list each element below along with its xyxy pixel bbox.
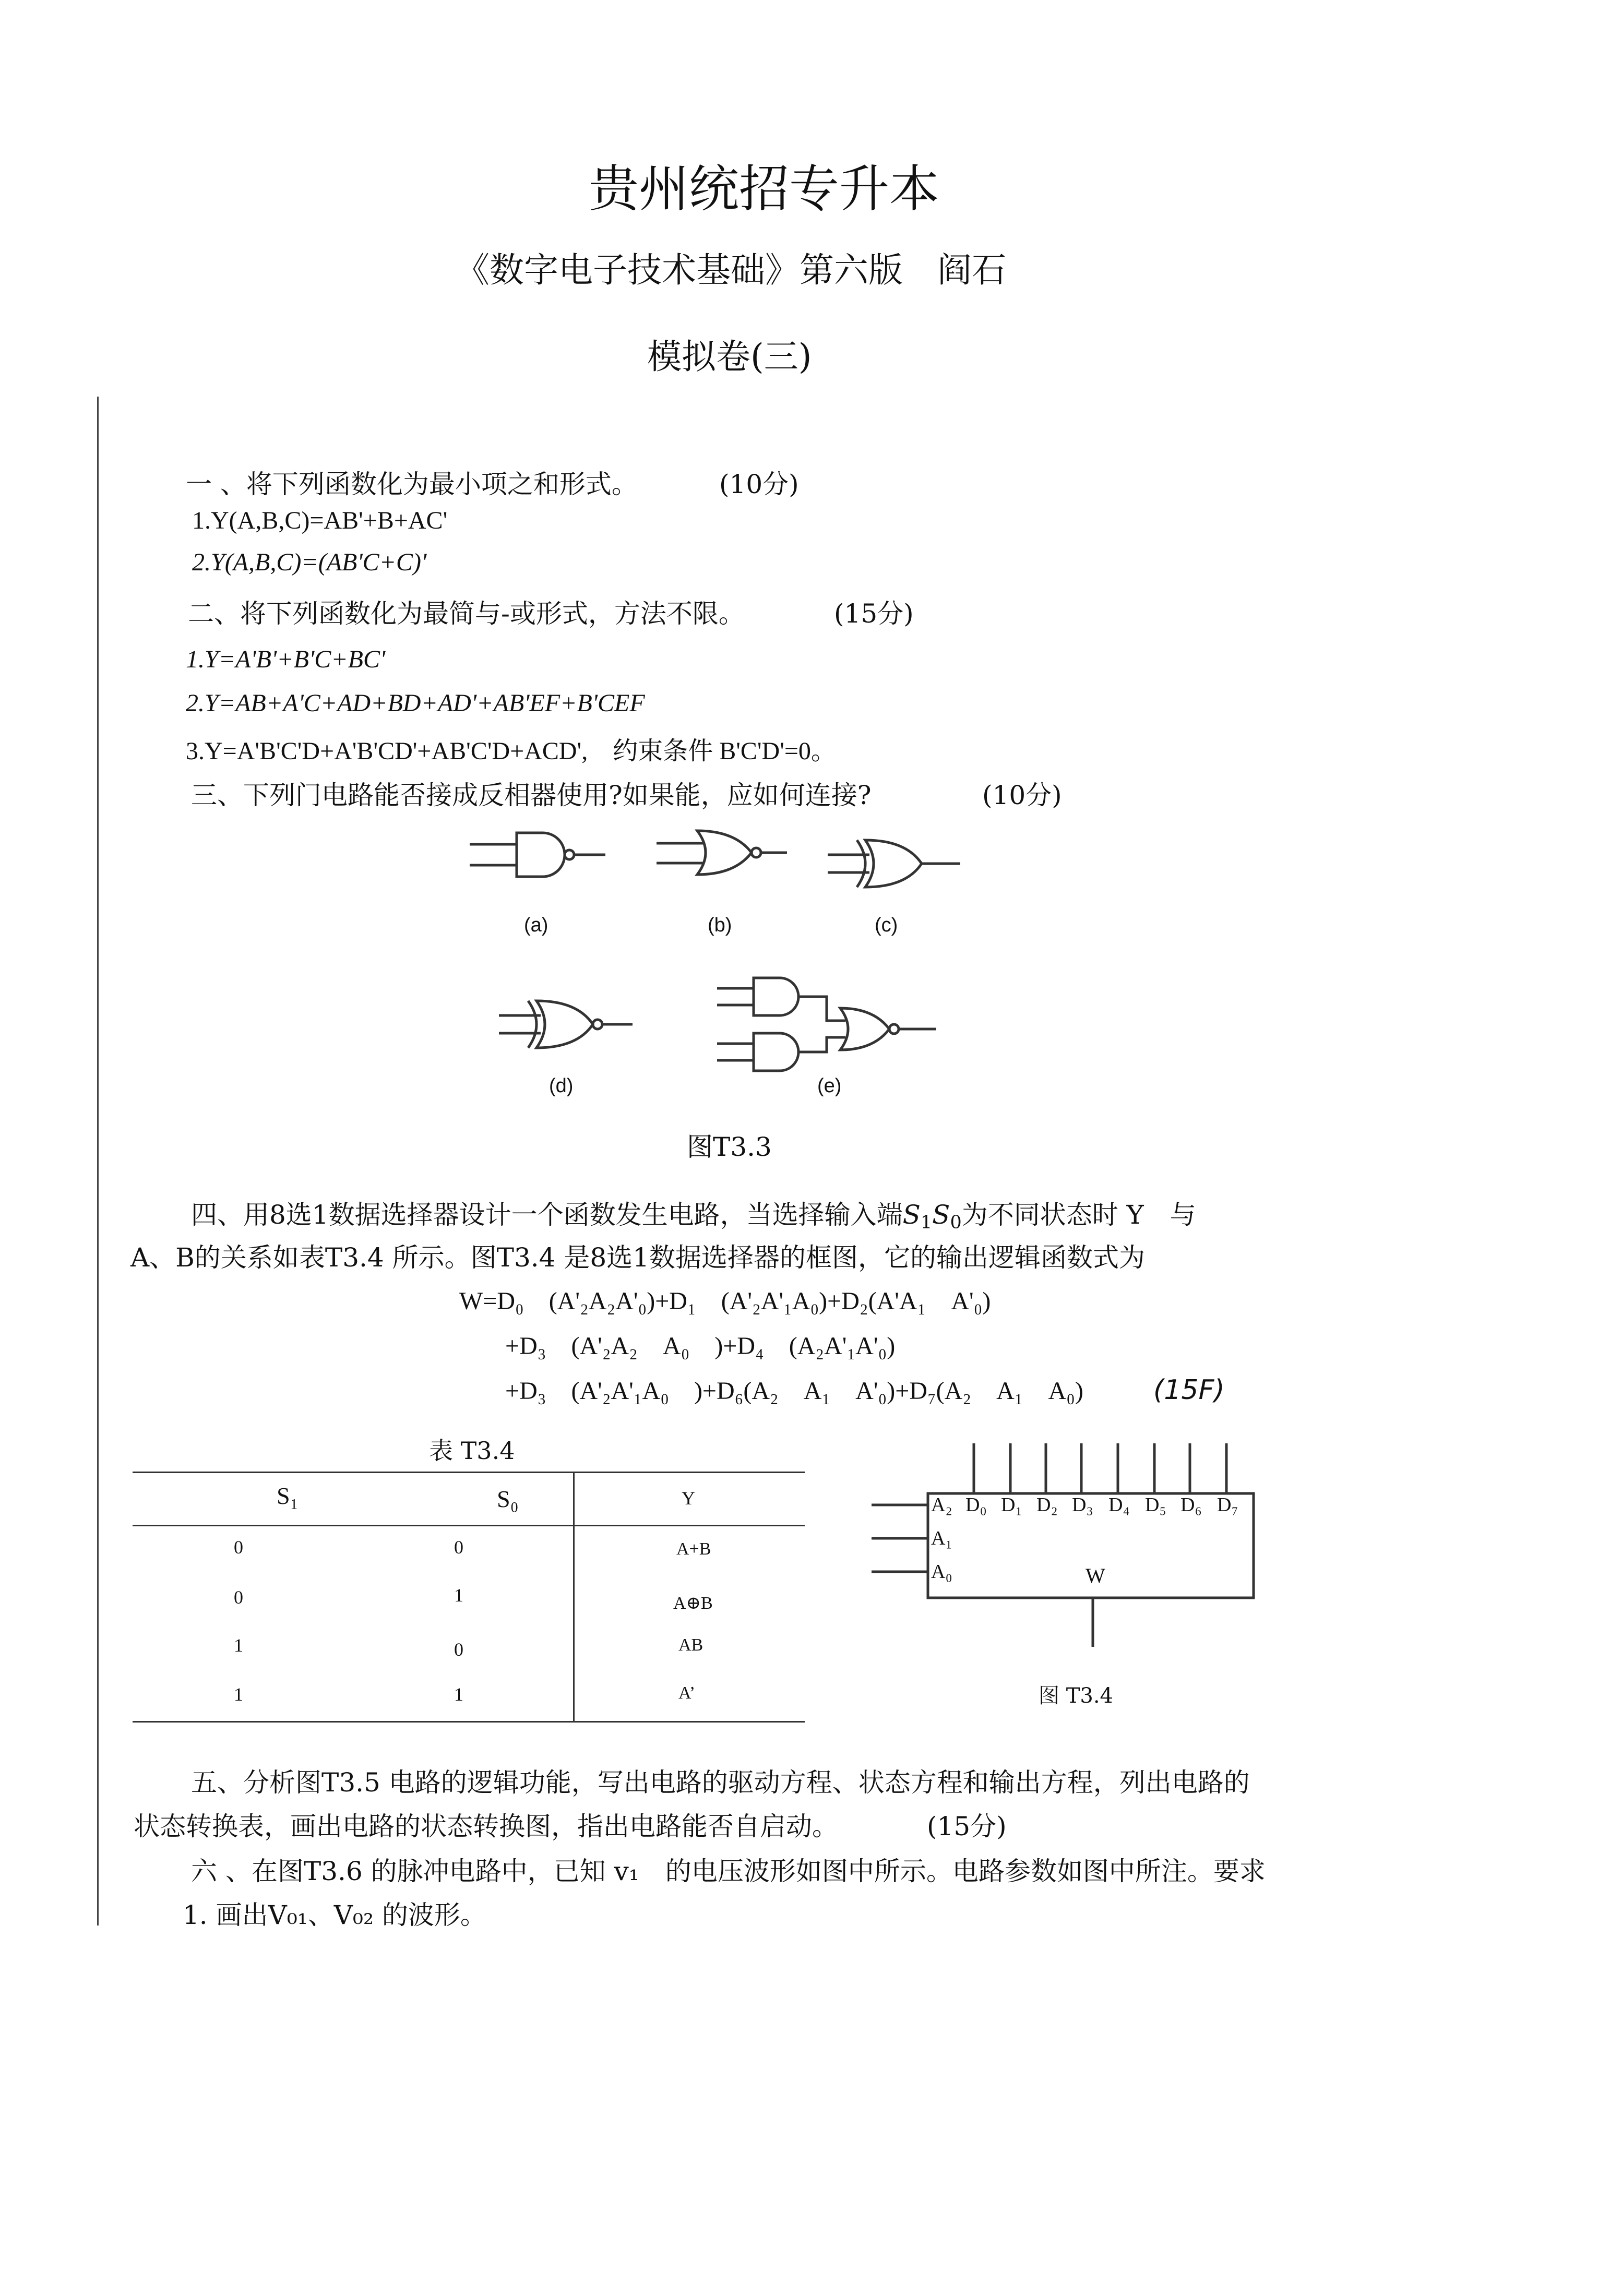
- gate-d-xnor: [499, 996, 635, 1053]
- doc-subtitle: 《数字电子技术基础》第六版 阎石: [455, 250, 1006, 290]
- table-rule-bottom: [133, 1721, 805, 1723]
- handwritten-score: (15F): [1153, 1374, 1225, 1406]
- q4-line1-post: 为不同状态时 Y 与: [961, 1200, 1196, 1230]
- mux-pin-d1: D₁: [1001, 1494, 1022, 1516]
- mux-pin-d5: D₅: [1145, 1494, 1166, 1516]
- table-row-2-y: A⊕B: [673, 1594, 713, 1613]
- q5-line1: 五、分析图T3.5 电路的逻辑功能，写出电路的驱动方程、状态方程和输出方程，列出电路的: [191, 1767, 1250, 1798]
- q4-sel-s1: S: [902, 1200, 921, 1230]
- q2-heading: 二、将下列函数化为最简与-或形式，方法不限。: [188, 599, 745, 629]
- q1-item-2: 2.Y(A,B,C)=(AB'C+C)': [192, 548, 427, 576]
- exam-title: 模拟卷(三): [647, 337, 812, 377]
- q4-eq2: +D₃ (A'₂A₂ A₀ )+D₄ (A₂A'₁A'₀): [505, 1332, 896, 1360]
- table-row-4-s0: 1: [454, 1684, 463, 1705]
- gate-b-nor: [657, 821, 792, 884]
- q1-heading: 一 、将下列函数化为最小项之和形式。: [186, 469, 638, 499]
- mux-pin-d0: D₀: [965, 1494, 987, 1516]
- table-header-s1: S₁: [277, 1482, 299, 1509]
- mux-pin-d7: D₇: [1217, 1494, 1238, 1516]
- table-row-2-s0: 1: [454, 1585, 463, 1606]
- table-row-4-y: A’: [678, 1683, 696, 1703]
- q4-eq1: W=D₀ (A'₂A₂A'₀)+D₁ (A'₂A'₁A₀)+D₂(A'A₁ A'₀): [459, 1287, 991, 1315]
- gate-e-and-nor: [717, 971, 947, 1085]
- mux-pin-a1: A₁: [931, 1527, 952, 1549]
- q1-item-1: 1.Y(A,B,C)=AB'+B+AC': [192, 507, 448, 534]
- doc-title: 贵州统招专升本: [589, 160, 939, 218]
- q2-item-2: 2.Y=AB+A'C+AD+BD+AD'+AB'EF+B'CEF: [186, 689, 645, 717]
- q4-sel-s0: S: [932, 1200, 950, 1230]
- gate-label-d: (d): [549, 1075, 574, 1097]
- gate-c-xor: [828, 835, 963, 892]
- table-header-s0: S₀: [497, 1486, 519, 1512]
- gate-label-b: (b): [708, 914, 732, 936]
- q4-line2: A、B的关系如表T3.4 所示。图T3.4 是8选1数据选择器的框图，它的输出逻辑函数式为: [130, 1242, 1145, 1273]
- gate-a-nand: [470, 823, 611, 886]
- mux-pin-a0: A₀: [931, 1561, 952, 1583]
- table-rule-mid: [133, 1525, 805, 1526]
- table-row-1-s0: 0: [454, 1537, 463, 1558]
- table-row-1-s1: 0: [234, 1537, 243, 1558]
- table-header-y: Y: [682, 1488, 695, 1509]
- table-divider: [573, 1472, 575, 1722]
- q6-line1: 六 、在图T3.6 的脉冲电路中，已知 v₁ 的电压波形如图中所示。电路参数如图中所注。要求: [191, 1856, 1266, 1886]
- q1-score: (10分): [719, 469, 799, 499]
- q5-score: (15分): [927, 1811, 1007, 1841]
- gate-label-c: (c): [875, 914, 898, 936]
- q2-item-3: 3.Y=A'B'C'D+A'B'CD'+AB'C'D+ACD', 约束条件 B'C'D'=0。: [186, 737, 836, 765]
- fig-t34-caption: 图 T3.4: [1039, 1684, 1114, 1708]
- mux-pin-d2: D₂: [1036, 1494, 1058, 1516]
- q6-line2: 1. 画出V₀₁、V₀₂ 的波形。: [183, 1900, 486, 1930]
- q2-item-1: 1.Y=A'B'+B'C+BC': [186, 645, 386, 673]
- mux-output-w: W: [1086, 1564, 1105, 1587]
- table-row-1-y: A+B: [676, 1539, 711, 1559]
- mux-pin-d6: D₆: [1180, 1494, 1202, 1516]
- table-row-4-s1: 1: [234, 1684, 243, 1705]
- table-row-3-s0: 0: [454, 1639, 463, 1660]
- table-row-3-s1: 1: [234, 1635, 243, 1656]
- mux-pin-d4: D₄: [1108, 1494, 1130, 1516]
- gate-label-a: (a): [524, 914, 548, 936]
- mux-pin-a2: A₂: [931, 1494, 952, 1516]
- q3-score: (10分): [982, 780, 1062, 810]
- fig-t33-caption: 图T3.3: [687, 1132, 772, 1162]
- table-t34-title: 表 T3.4: [429, 1437, 515, 1465]
- q3-heading: 三、下列门电路能否接成反相器使用?如果能，应如何连接?: [191, 780, 872, 810]
- q2-score: (15分): [834, 599, 914, 629]
- q4-line1: [191, 1194, 1196, 1233]
- q5-line2: 状态转换表，画出电路的状态转换图，指出电路能否自启动。: [134, 1811, 838, 1841]
- table-rule-top: [133, 1472, 805, 1473]
- q4-sel-s1-sub: 1: [920, 1212, 933, 1233]
- table-row-3-y: AB: [678, 1635, 703, 1655]
- mux-pin-d3: D₃: [1072, 1494, 1093, 1516]
- margin-rule: [97, 397, 99, 1926]
- q4-line1-text: 四、用8选1数据选择器设计一个函数发生电路，当选择输入端: [191, 1200, 903, 1230]
- table-row-2-s1: 0: [234, 1587, 243, 1608]
- q4-sel-s0-sub: 0: [950, 1212, 962, 1233]
- gate-label-e: (e): [817, 1075, 842, 1097]
- q4-eq3: +D₃ (A'₂A'₁A₀ )+D₆(A₂ A₁ A'₀)+D₇(A₂ A₁ A₀): [505, 1377, 1083, 1405]
